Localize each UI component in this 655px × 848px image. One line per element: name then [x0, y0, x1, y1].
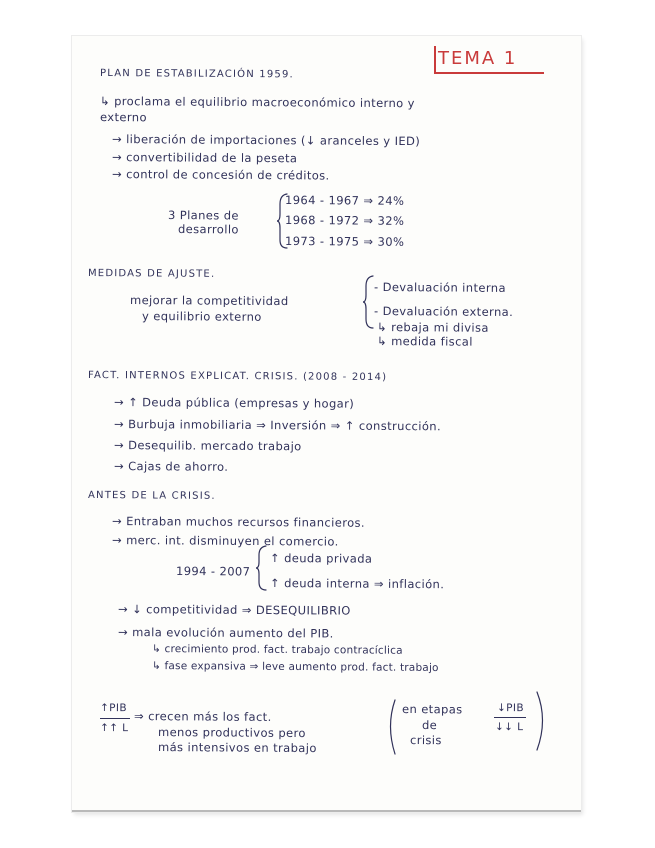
medida-item: ↳ rebaja mi divisa: [376, 320, 489, 335]
paren-text: en etapas: [401, 702, 463, 717]
tema-underline: [434, 72, 544, 74]
section-heading-plan: PLAN DE ESTABILIZACIÓN 1959.: [99, 68, 294, 81]
fraction-denominator: ↑↑ L: [99, 722, 129, 735]
period-item: ↑ deuda privada: [269, 551, 373, 566]
note-line: más intensivos en trabajo: [157, 740, 317, 756]
note-line: → Desequilib. mercado trabajo: [113, 438, 302, 454]
note-line: → Entraban muchos recursos financieros.: [111, 514, 366, 530]
tema-bracket: [434, 46, 436, 72]
period-item: ↑ deuda interna ⇒ inflación.: [269, 576, 445, 592]
plan-item: 1964 - 1967 ⇒ 24%: [284, 193, 405, 208]
note-line: externo: [99, 110, 147, 125]
medida-item: - Devaluación interna: [373, 280, 506, 295]
section-heading-antes: ANTES DE LA CRISIS.: [87, 490, 216, 502]
notebook-page: [72, 36, 581, 812]
note-line: → merc. int. disminuyen el comercio.: [111, 533, 339, 549]
note-line: ⇒ crecen más los fact.: [133, 709, 272, 724]
period-label: 1994 - 2007: [175, 564, 251, 579]
note-line: ↳ crecimiento prod. fact. trabajo contracíclica: [151, 643, 403, 657]
note-line: ↳ fase expansiva ⇒ leve aumento prod. fact. trabajo: [151, 660, 439, 675]
fraction-denominator: ↓↓ L: [494, 721, 524, 734]
fraction-numerator: ↑PIB: [99, 702, 128, 715]
note-line: ↳ proclama el equilibrio macroeconómico interno y: [99, 94, 415, 111]
planes-label: desarrollo: [177, 222, 239, 237]
fraction-numerator: ↓PIB: [496, 702, 525, 715]
paren-text: crisis: [409, 733, 442, 748]
medida-item: - Devaluación externa.: [373, 304, 514, 319]
note-line: → mala evolución aumento del PIB.: [117, 625, 334, 641]
fraction-bar: [100, 718, 130, 719]
note-line: → liberación de importaciones (↓ aranceles y IED): [111, 132, 421, 149]
left-paren: [385, 698, 397, 756]
note-line: → convertibilidad de la peseta: [111, 150, 298, 166]
plan-item: 1973 - 1975 ⇒ 30%: [284, 234, 405, 249]
note-line: → control de concesión de créditos.: [111, 167, 330, 183]
note-line: → ↑ Deuda pública (empresas y hogar): [113, 395, 355, 411]
note-line: → ↓ competitividad ⇒ DESEQUILIBRIO: [117, 602, 351, 618]
ajuste-goal: mejorar la competitividad: [129, 293, 289, 309]
note-line: → Cajas de ahorro.: [113, 459, 229, 474]
note-line: → Burbuja inmobiliaria ⇒ Inversión ⇒ ↑ construcción.: [113, 417, 442, 434]
planes-label: 3 Planes de: [167, 208, 239, 223]
section-heading-factores: FACT. INTERNOS EXPLICAT. CRISIS. (2008 - 2014): [87, 370, 388, 384]
section-heading-medidas: MEDIDAS DE AJUSTE.: [87, 268, 216, 280]
paren-text: de: [421, 718, 438, 733]
right-paren: [535, 690, 549, 752]
tema-title: TEMA 1: [438, 48, 518, 69]
plan-item: 1968 - 1972 ⇒ 32%: [284, 213, 405, 228]
note-line: menos productivos pero: [157, 725, 306, 741]
medida-item: ↳ medida fiscal: [376, 334, 473, 349]
period-brace: [255, 544, 269, 592]
fraction-bar: [494, 717, 526, 718]
ajuste-goal: y equilibrio externo: [141, 309, 262, 324]
